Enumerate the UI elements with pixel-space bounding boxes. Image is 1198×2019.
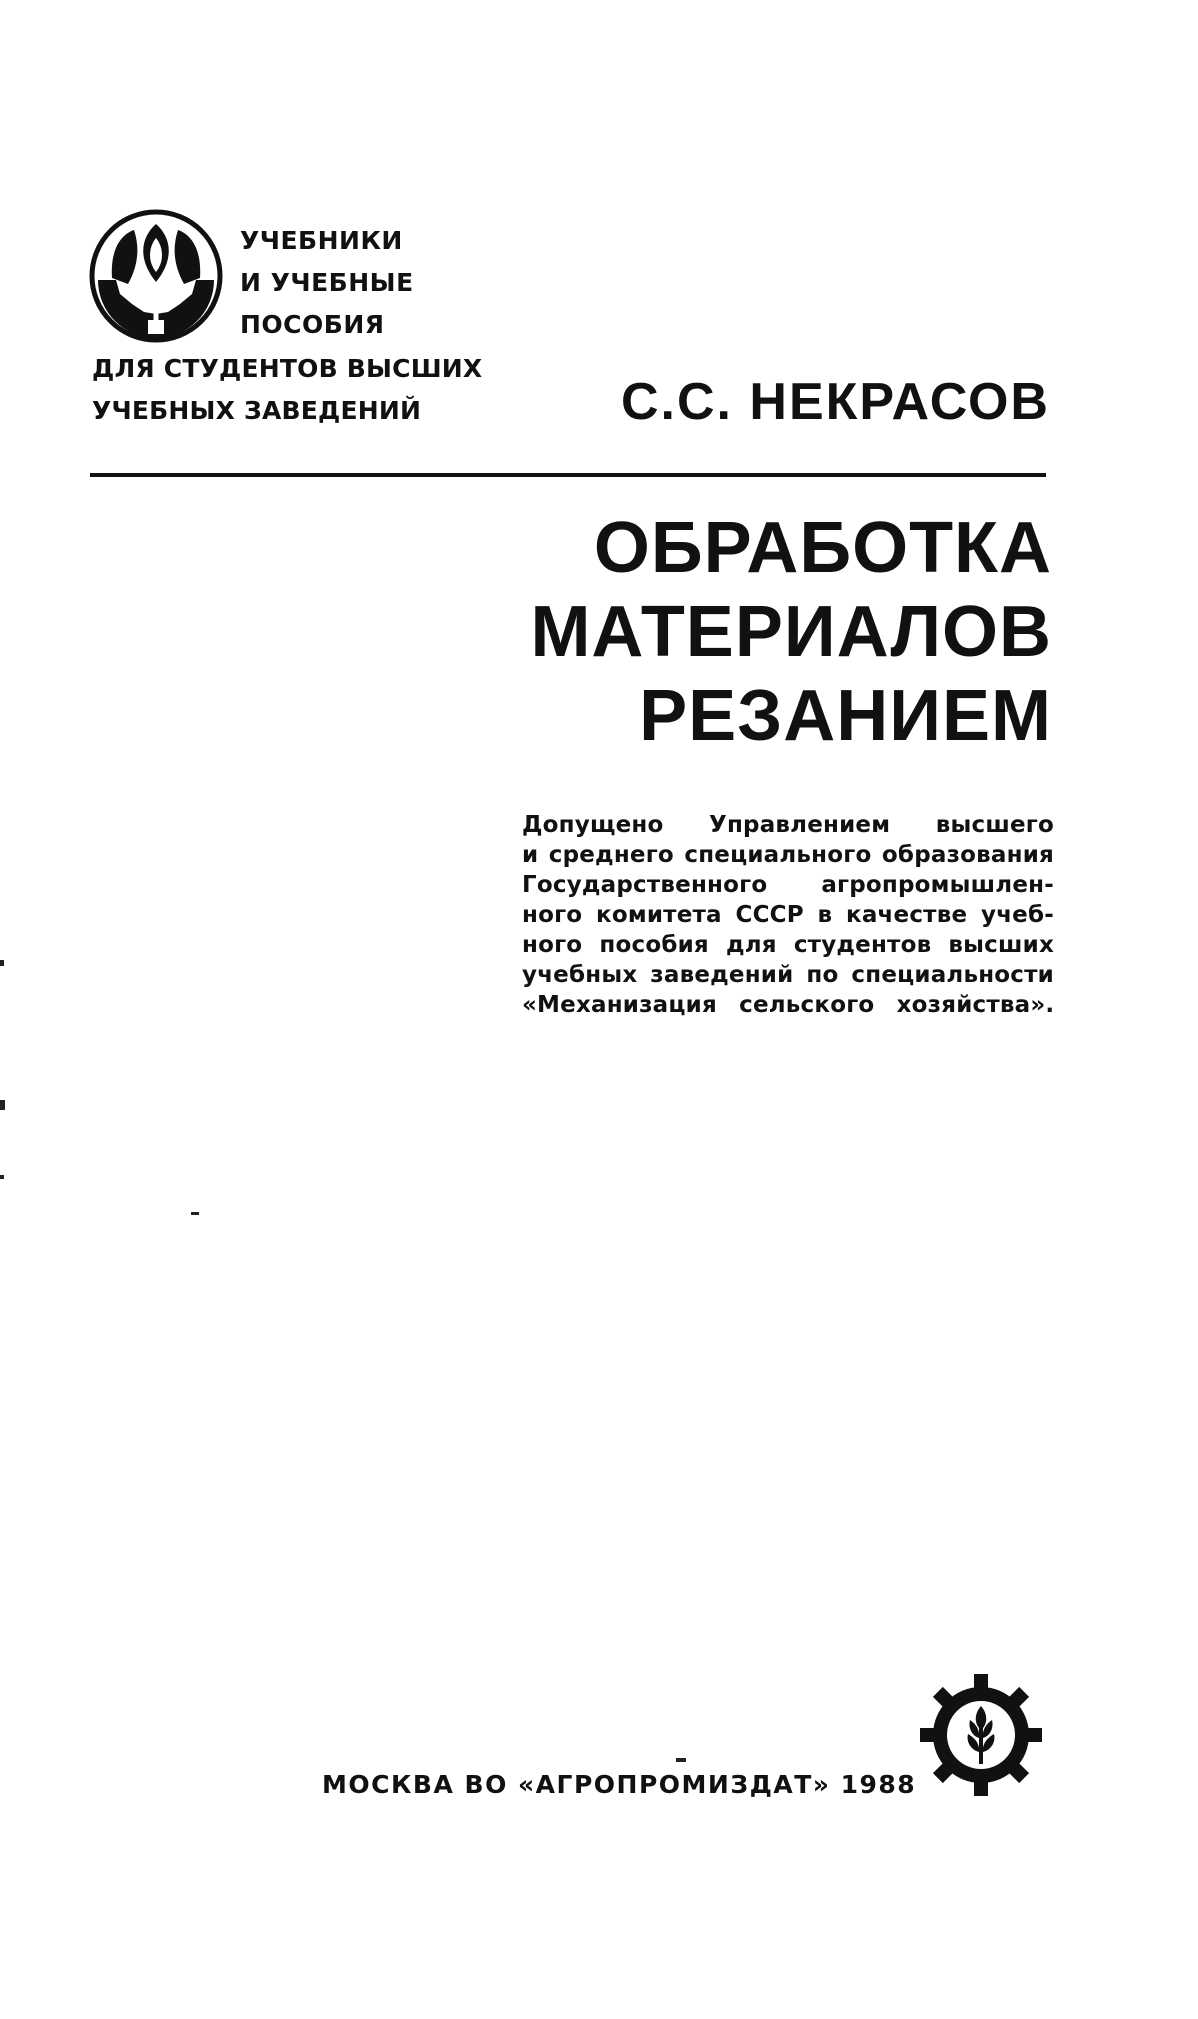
publisher-gear-wheat-icon [918,1672,1044,1798]
approval-line: ного пособия для студентов высших [522,932,1054,958]
book-title [530,506,1052,758]
series-line: ПОСОБИЯ [240,310,385,339]
author-name: С.С. НЕКРАСОВ [620,373,1050,431]
approval-line: Допущено Управлением высшего [522,812,1054,838]
series-emblem-icon [88,208,224,344]
scan-speck [191,1212,199,1215]
approval-line: Государственного агропромышлен- [522,872,1054,898]
approval-notice [522,810,1054,1020]
approval-line: «Механизация сельского хозяйства». [522,992,1055,1018]
approval-line: и среднего специального образования [522,842,1054,868]
title-line: МАТЕРИАЛОВ [530,592,1052,672]
scan-speck [0,1175,4,1179]
series-subheading [92,348,482,432]
series-line: И УЧЕБНЫЕ [240,268,414,297]
title-line: ОБРАБОТКА [593,508,1052,588]
scan-speck [0,960,4,966]
horizontal-rule [90,473,1046,477]
scan-speck [676,1758,686,1762]
series-line: ДЛЯ СТУДЕНТОВ ВЫСШИХ [92,354,483,383]
series-heading [240,220,414,346]
scan-speck [0,1100,5,1110]
approval-line: учебных заведений по специальности [522,962,1054,988]
title-line: РЕЗАНИЕМ [639,676,1052,756]
series-line: УЧЕБНЫХ ЗАВЕДЕНИЙ [92,396,422,425]
publisher-imprint: МОСКВА ВО «АГРОПРОМИЗДАТ» 1988 [322,1770,917,1799]
approval-line: ного комитета СССР в качестве учеб- [522,902,1054,928]
series-line: УЧЕБНИКИ [240,226,403,255]
